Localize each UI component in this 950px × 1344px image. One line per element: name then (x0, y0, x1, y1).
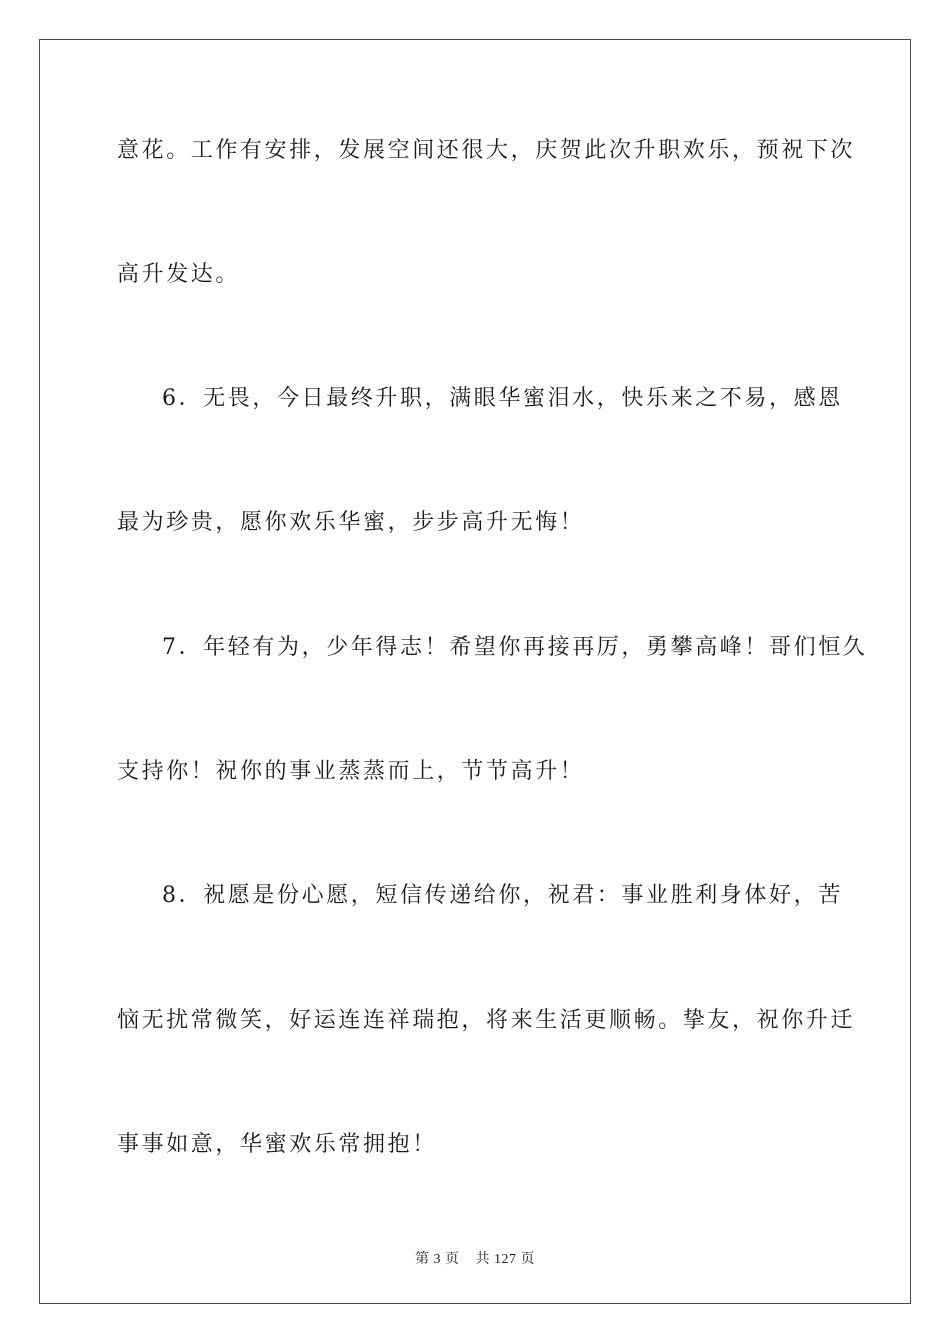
page-total: 共 127 页 (475, 1252, 535, 1267)
item-6-line-1: 6．无畏，今日最终升职，满眼华蜜泪水，快乐来之不易，感恩 (162, 386, 843, 411)
item-8-line-1: 8．祝愿是份心愿，短信传递给你，祝君：事业胜利身体好，苦 (162, 883, 843, 908)
page-border (39, 39, 911, 1304)
text-line-2: 高升发达。 (117, 262, 241, 287)
item-6-line-2: 最为珍贵，愿你欢乐华蜜，步步高升无悔！ (117, 510, 585, 535)
page-number: 第 3 页 (415, 1252, 460, 1267)
item-8-line-2: 恼无扰常微笑，好运连连祥瑞抱，将来生活更顺畅。挚友，祝你升迁 (117, 1008, 856, 1033)
text-line-1: 意花。工作有安排，发展空间还很大，庆贺此次升职欢乐，预祝下次 (117, 138, 856, 163)
page-footer (0, 1248, 950, 1268)
item-7-line-2: 支持你！祝你的事业蒸蒸而上，节节高升！ (117, 759, 585, 784)
item-7-line-1: 7．年轻有为，少年得志！希望你再接再厉，勇攀高峰！哥们恒久 (162, 635, 868, 660)
item-8-line-3: 事事如意，华蜜欢乐常拥抱！ (117, 1132, 437, 1157)
